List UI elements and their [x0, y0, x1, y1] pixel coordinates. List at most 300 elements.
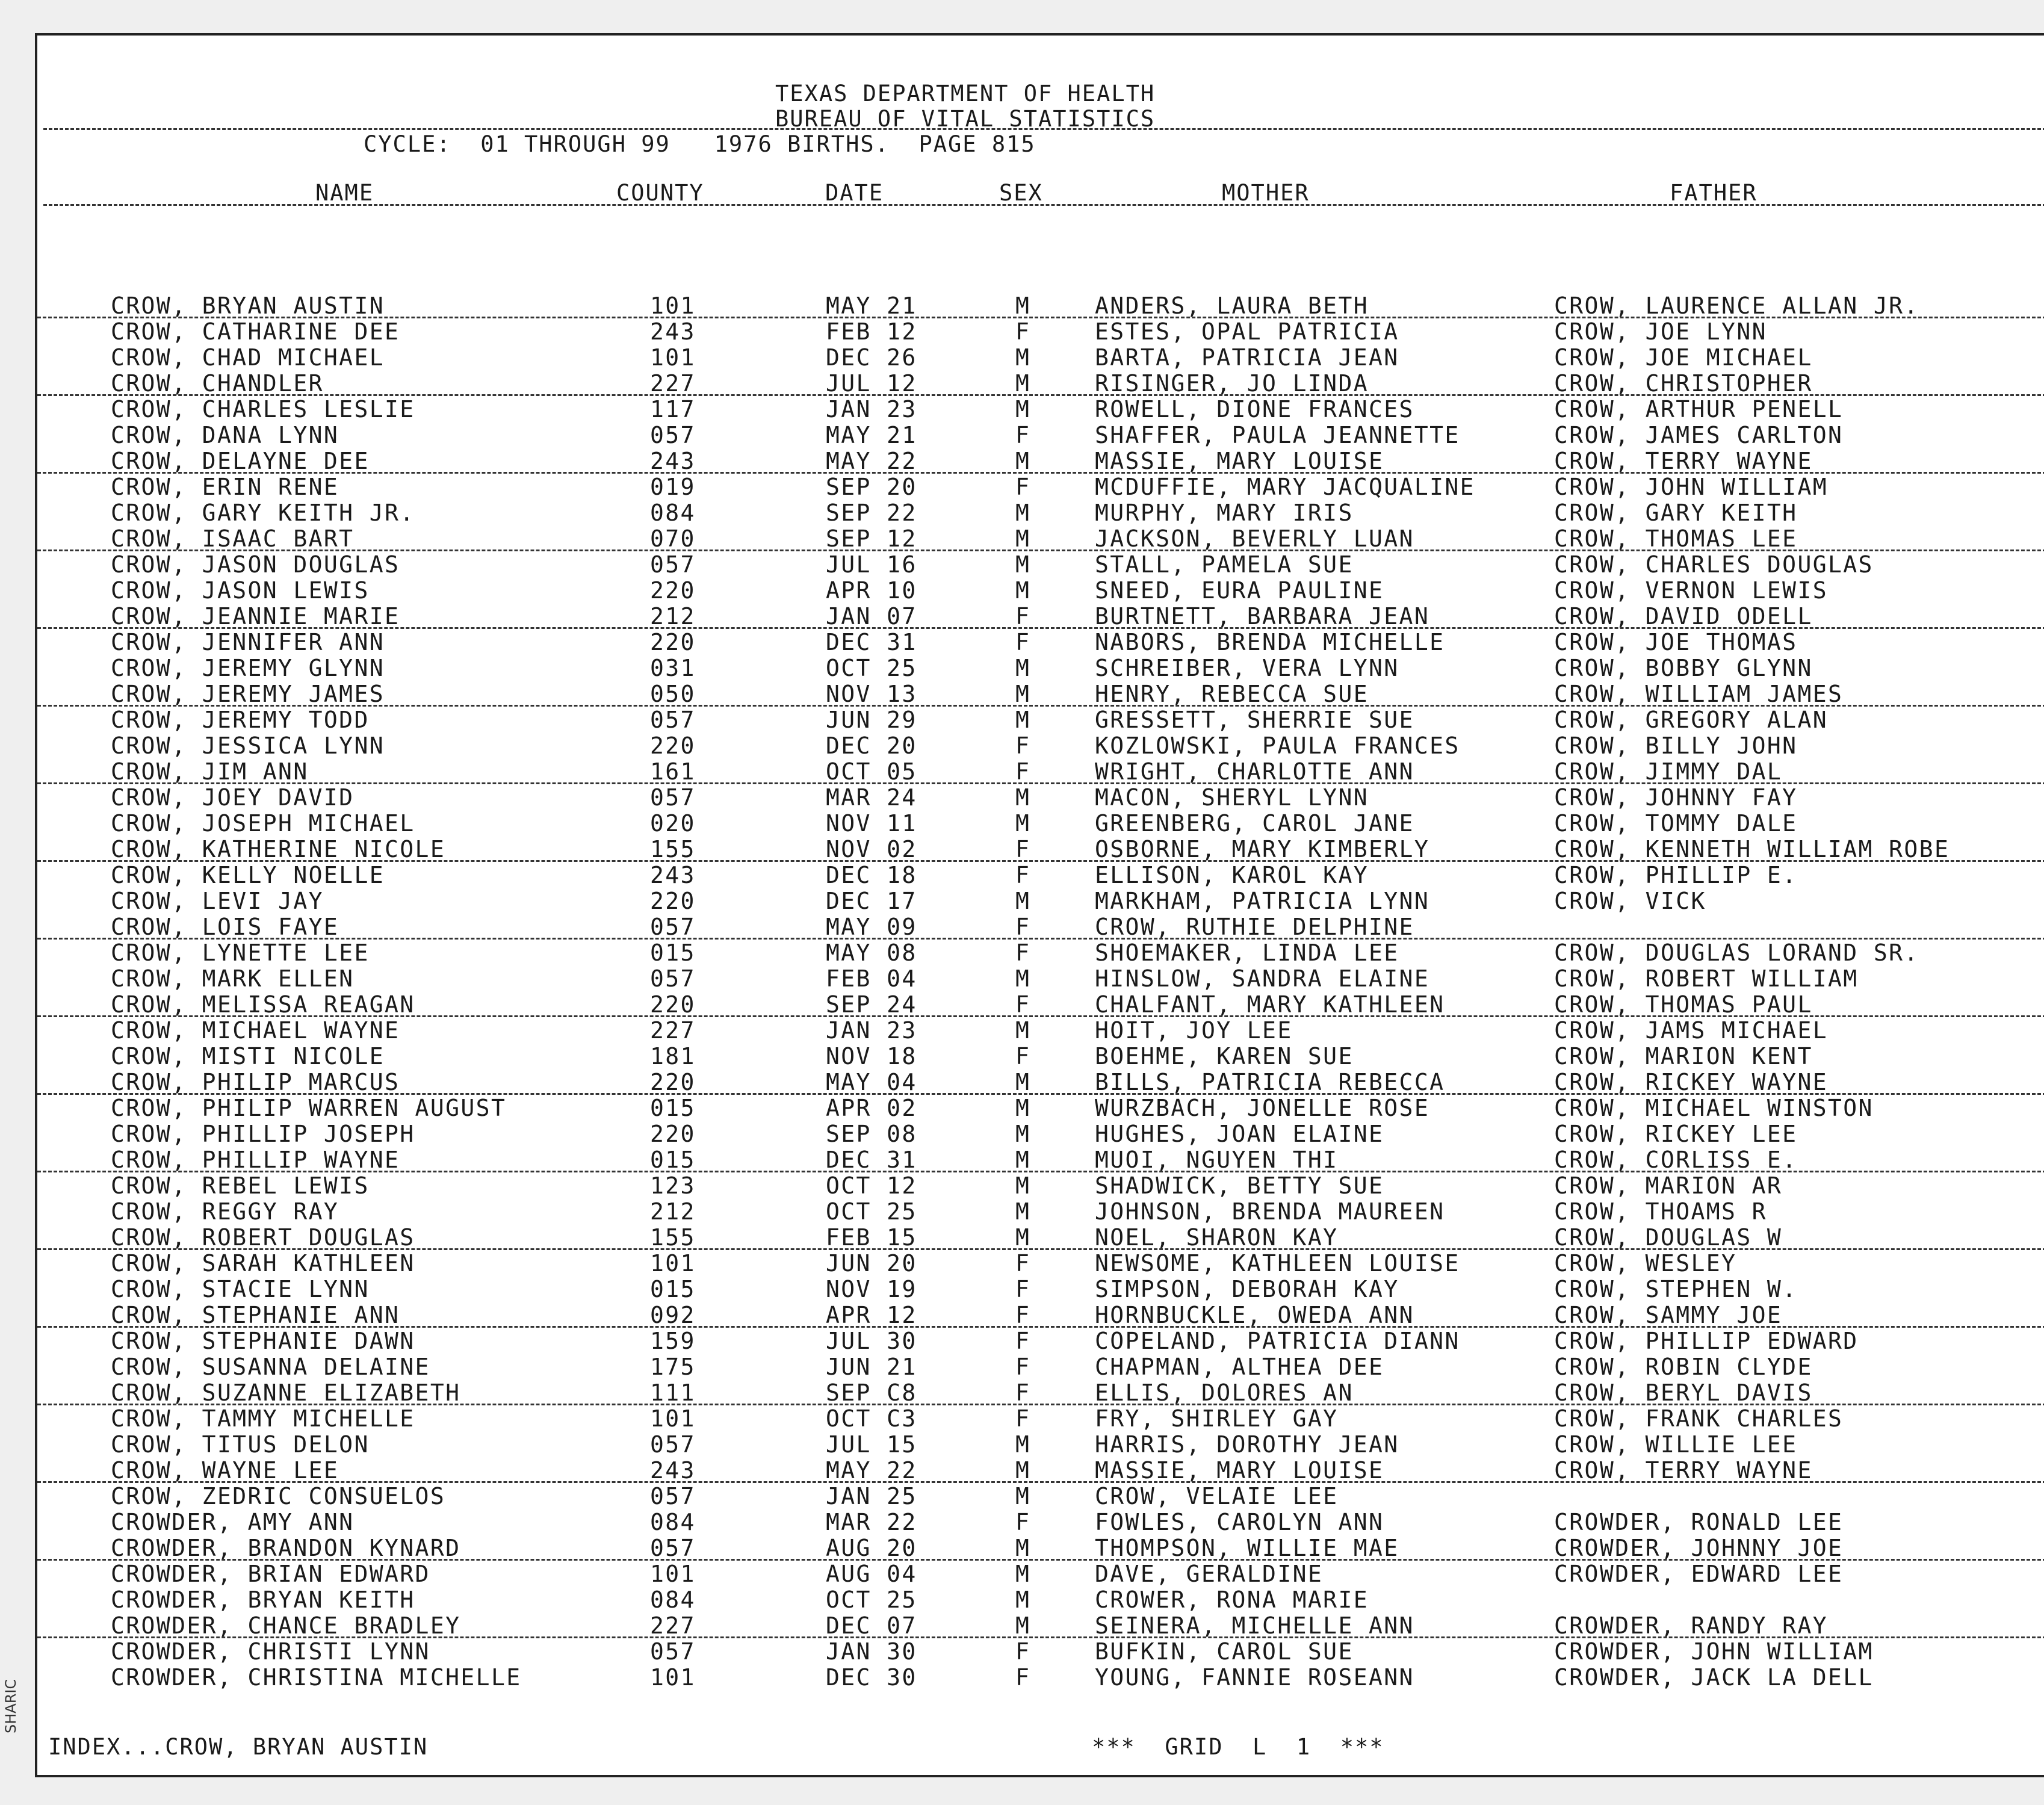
cell-date: OCT 12	[826, 1172, 917, 1199]
cell-county: 181	[650, 1043, 696, 1070]
cell-name: CROW, TAMMY MICHELLE	[111, 1405, 415, 1432]
cell-mother: MARKHAM, PATRICIA LYNN	[1095, 888, 1430, 914]
cell-county: 084	[650, 500, 696, 526]
table-row	[37, 1585, 2044, 1611]
cell-name: CROW, STEPHANIE DAWN	[111, 1328, 415, 1354]
cell-date: MAY 04	[826, 1069, 917, 1095]
cell-mother: HARRIS, DOROTHY JEAN	[1095, 1431, 1399, 1458]
table-row	[37, 1301, 2044, 1327]
cell-date: JAN 23	[826, 1017, 917, 1044]
cell-mother: GREENBERG, CAROL JANE	[1095, 810, 1414, 837]
table-row	[37, 1430, 2044, 1456]
table-row	[37, 421, 2044, 447]
table-row	[37, 291, 2044, 317]
table-row	[37, 1611, 2044, 1637]
cell-date: MAY 21	[826, 422, 917, 448]
cell-county: 101	[650, 1561, 696, 1587]
cell-county: 220	[650, 732, 696, 759]
cell-county: 220	[650, 1069, 696, 1095]
cell-father: CROW, DOUGLAS LORAND SR.	[1554, 940, 1919, 966]
cell-county: 220	[650, 1121, 696, 1147]
cell-name: CROW, CHANDLER	[111, 370, 324, 397]
cell-father: CROW, WESLEY	[1554, 1250, 1737, 1277]
table-row	[37, 1249, 2044, 1275]
cell-father: CROW, JIMMY DAL	[1554, 758, 1783, 785]
cell-name: CROW, MELISSA REAGAN	[111, 991, 415, 1018]
cell-mother: HORNBUCKLE, OWEDA ANN	[1095, 1302, 1414, 1328]
cell-mother: THOMPSON, WILLIE MAE	[1095, 1535, 1399, 1561]
cell-date: JAN 25	[826, 1483, 917, 1509]
cell-sex: F	[1015, 1354, 1031, 1380]
cell-sex: M	[1015, 1147, 1031, 1173]
cell-name: CROW, MICHAEL WAYNE	[111, 1017, 400, 1044]
cell-mother: GRESSETT, SHERRIE SUE	[1095, 707, 1414, 733]
cell-county: 117	[650, 396, 696, 423]
cell-county: 220	[650, 991, 696, 1018]
cell-sex: M	[1015, 1587, 1031, 1613]
table-row	[37, 602, 2044, 628]
cell-father: CROW, SAMMY JOE	[1554, 1302, 1783, 1328]
cell-sex: M	[1015, 293, 1031, 319]
cell-date: MAR 24	[826, 784, 917, 811]
cell-name: CROW, STEPHANIE ANN	[111, 1302, 400, 1328]
table-row	[37, 1068, 2044, 1094]
cell-county: 123	[650, 1172, 696, 1199]
cell-date: MAY 21	[826, 293, 917, 319]
column-header-name: NAME	[315, 180, 374, 206]
cell-name: CROW, DELAYNE DEE	[111, 448, 370, 474]
bureau-title: BUREAU OF VITAL STATISTICS	[775, 106, 1156, 132]
cell-date: JUN 20	[826, 1250, 917, 1277]
cell-father: CROW, CORLISS E.	[1554, 1147, 1798, 1173]
cell-date: DEC 26	[826, 344, 917, 371]
cell-name: CROW, KATHERINE NICOLE	[111, 836, 446, 862]
cell-county: 101	[650, 1664, 696, 1691]
cell-sex: F	[1015, 991, 1031, 1018]
cell-mother: BURTNETT, BARBARA JEAN	[1095, 603, 1430, 630]
cell-mother: WRIGHT, CHARLOTTE ANN	[1095, 758, 1414, 785]
cell-mother: DAVE, GERALDINE	[1095, 1561, 1324, 1587]
cell-sex: M	[1015, 888, 1031, 914]
cell-county: 227	[650, 370, 696, 397]
cell-county: 220	[650, 629, 696, 655]
cell-sex: M	[1015, 344, 1031, 371]
cell-date: NOV 18	[826, 1043, 917, 1070]
table-row	[37, 654, 2044, 680]
table-row	[37, 912, 2044, 938]
cell-father: CROW, DAVID ODELL	[1554, 603, 1813, 630]
table-row	[37, 472, 2044, 498]
cell-mother: FOWLES, CAROLYN ANN	[1095, 1509, 1384, 1535]
cell-date: NOV 19	[826, 1276, 917, 1302]
cell-name: CROW, SUSANNA DELAINE	[111, 1354, 430, 1380]
cell-county: 243	[650, 862, 696, 888]
table-row	[37, 1327, 2044, 1352]
cell-name: CROWDER, CHANCE BRADLEY	[111, 1612, 461, 1639]
cell-date: DEC 20	[826, 732, 917, 759]
cell-county: 227	[650, 1612, 696, 1639]
cell-name: CROW, JEREMY GLYNN	[111, 655, 385, 681]
table-row	[37, 964, 2044, 990]
cell-father: CROW, BILLY JOHN	[1554, 732, 1798, 759]
cell-mother: SHOEMAKER, LINDA LEE	[1095, 940, 1399, 966]
cell-sex: M	[1015, 1017, 1031, 1044]
cell-sex: M	[1015, 1095, 1031, 1121]
cell-name: CROW, ERIN RENE	[111, 474, 339, 500]
cell-county: 101	[650, 1405, 696, 1432]
cell-mother: YOUNG, FANNIE ROSEANN	[1095, 1664, 1414, 1691]
cell-county: 084	[650, 1587, 696, 1613]
cell-county: 212	[650, 603, 696, 630]
cell-mother: KOZLOWSKI, PAULA FRANCES	[1095, 732, 1460, 759]
cell-father: CROW, ARTHUR PENELL	[1554, 396, 1844, 423]
cell-sex: M	[1015, 551, 1031, 578]
cell-father: CROW, FRANK CHARLES	[1554, 1405, 1844, 1432]
cell-county: 057	[650, 1535, 696, 1561]
cell-date: OCT C3	[826, 1405, 917, 1432]
cell-county: 031	[650, 655, 696, 681]
cell-county: 050	[650, 681, 696, 707]
cell-sex: F	[1015, 1509, 1031, 1535]
cell-sex: M	[1015, 784, 1031, 811]
cell-sex: M	[1015, 1457, 1031, 1484]
cell-sex: M	[1015, 1431, 1031, 1458]
table-row	[37, 680, 2044, 705]
cell-county: 070	[650, 525, 696, 552]
table-row	[37, 1482, 2044, 1508]
cell-county: 161	[650, 758, 696, 785]
cell-sex: M	[1015, 577, 1031, 604]
cell-mother: STALL, PAMELA SUE	[1095, 551, 1354, 578]
cell-date: APR 12	[826, 1302, 917, 1328]
cell-county: 057	[650, 1431, 696, 1458]
table-row	[37, 1145, 2044, 1171]
table-row	[37, 861, 2044, 887]
cell-county: 084	[650, 1509, 696, 1535]
cell-sex: M	[1015, 707, 1031, 733]
cell-mother: MCDUFFIE, MARY JACQUALINE	[1095, 474, 1475, 500]
cell-name: CROW, WAYNE LEE	[111, 1457, 339, 1484]
cell-name: CROWDER, BRYAN KEITH	[111, 1587, 415, 1613]
cell-name: CROW, ZEDRIC CONSUELOS	[111, 1483, 446, 1509]
cell-mother: BOEHME, KAREN SUE	[1095, 1043, 1354, 1070]
table-row	[37, 1456, 2044, 1482]
cell-date: FEB 15	[826, 1224, 917, 1251]
cell-father: CROW, GREGORY ALAN	[1554, 707, 1829, 733]
cell-sex: M	[1015, 448, 1031, 474]
cell-father: CROW, JAMS MICHAEL	[1554, 1017, 1829, 1044]
cell-name: CROW, JOSEPH MICHAEL	[111, 810, 415, 837]
cell-sex: F	[1015, 940, 1031, 966]
cell-mother: MACON, SHERYL LYNN	[1095, 784, 1369, 811]
cell-name: CROWDER, CHRISTINA MICHELLE	[111, 1664, 522, 1691]
cell-mother: ELLISON, KAROL KAY	[1095, 862, 1369, 888]
cell-name: CROWDER, CHRISTI LYNN	[111, 1638, 430, 1665]
table-row	[37, 1663, 2044, 1689]
table-row	[37, 835, 2044, 861]
cell-sex: M	[1015, 1069, 1031, 1095]
header-rule	[43, 128, 2044, 130]
cell-county: 057	[650, 422, 696, 448]
cell-name: CROW, JENNIFER ANN	[111, 629, 385, 655]
department-title: TEXAS DEPARTMENT OF HEALTH	[775, 81, 1156, 107]
cell-father: CROW, THOMAS LEE	[1554, 525, 1798, 552]
cell-name: CROW, JIM ANN	[111, 758, 309, 785]
cell-mother: CROWER, RONA MARIE	[1095, 1587, 1369, 1613]
cell-date: JAN 23	[826, 396, 917, 423]
table-row	[37, 576, 2044, 602]
cell-father: CROWDER, RONALD LEE	[1554, 1509, 1844, 1535]
cell-mother: MURPHY, MARY IRIS	[1095, 500, 1354, 526]
cell-date: DEC 18	[826, 862, 917, 888]
cell-mother: NEWSOME, KATHLEEN LOUISE	[1095, 1250, 1460, 1277]
cell-father: CROW, JOE THOMAS	[1554, 629, 1798, 655]
cell-mother: HOIT, JOY LEE	[1095, 1017, 1293, 1044]
table-row	[37, 550, 2044, 576]
cell-date: MAR 22	[826, 1509, 917, 1535]
cycle-line: CYCLE: 01 THROUGH 99 1976 BIRTHS. PAGE 815	[364, 131, 1036, 157]
cell-sex: F	[1015, 1328, 1031, 1354]
cell-date: APR 10	[826, 577, 917, 604]
table-row	[37, 1508, 2044, 1534]
cell-sex: M	[1015, 1612, 1031, 1639]
cell-sex: M	[1015, 655, 1031, 681]
cell-name: CROW, JEREMY JAMES	[111, 681, 385, 707]
cell-county: 111	[650, 1379, 696, 1406]
cell-father: CROW, GARY KEITH	[1554, 500, 1798, 526]
cell-father: CROW, JAMES CARLTON	[1554, 422, 1844, 448]
table-row	[37, 628, 2044, 654]
cell-father: CROW, MICHAEL WINSTON	[1554, 1095, 1874, 1121]
cell-mother: HENRY, REBECCA SUE	[1095, 681, 1369, 707]
cell-mother: NABORS, BRENDA MICHELLE	[1095, 629, 1445, 655]
cell-sex: F	[1015, 629, 1031, 655]
printout-sheet	[35, 33, 2044, 1777]
cell-father: CROW, RICKEY LEE	[1554, 1121, 1798, 1147]
table-row	[37, 1534, 2044, 1559]
cell-mother: MASSIE, MARY LOUISE	[1095, 1457, 1384, 1484]
cell-county: 220	[650, 888, 696, 914]
cell-sex: M	[1015, 681, 1031, 707]
cell-sex: F	[1015, 732, 1031, 759]
cell-sex: M	[1015, 1224, 1031, 1251]
cell-sex: F	[1015, 1638, 1031, 1665]
cell-sex: M	[1015, 1198, 1031, 1225]
cell-sex: M	[1015, 500, 1031, 526]
cell-father: CROWDER, JOHNNY JOE	[1554, 1535, 1844, 1561]
cell-sex: F	[1015, 914, 1031, 940]
column-header-county: COUNTY	[616, 180, 704, 206]
cell-sex: M	[1015, 1535, 1031, 1561]
cell-name: CROW, SUZANNE ELIZABETH	[111, 1379, 461, 1406]
cell-father: CROW, TERRY WAYNE	[1554, 1457, 1813, 1484]
cell-mother: BILLS, PATRICIA REBECCA	[1095, 1069, 1445, 1095]
cell-name: CROW, ISAAC BART	[111, 525, 355, 552]
cell-county: 057	[650, 1638, 696, 1665]
cell-sex: F	[1015, 474, 1031, 500]
cell-county: 015	[650, 940, 696, 966]
table-row	[37, 705, 2044, 731]
cell-date: SEP 08	[826, 1121, 917, 1147]
table-row	[37, 809, 2044, 835]
index-footer: INDEX...CROW, BRYAN AUSTIN	[48, 1734, 429, 1760]
cell-sex: F	[1015, 862, 1031, 888]
cell-name: CROW, LOIS FAYE	[111, 914, 339, 940]
cell-sex: F	[1015, 1250, 1031, 1277]
cell-date: NOV 11	[826, 810, 917, 837]
cell-mother: SCHREIBER, VERA LYNN	[1095, 655, 1399, 681]
cell-date: JAN 30	[826, 1638, 917, 1665]
cell-date: FEB 04	[826, 965, 917, 992]
cell-father: CROWDER, EDWARD LEE	[1554, 1561, 1844, 1587]
cell-date: APR 02	[826, 1095, 917, 1121]
cell-name: CROW, REBEL LEWIS	[111, 1172, 370, 1199]
cell-sex: F	[1015, 836, 1031, 862]
table-row	[37, 731, 2044, 757]
cell-mother: CROW, RUTHIE DELPHINE	[1095, 914, 1414, 940]
cell-father: CROW, TOMMY DALE	[1554, 810, 1798, 837]
grid-indicator: *** GRID L 1 ***	[1092, 1734, 1384, 1760]
cell-name: CROW, PHILLIP JOSEPH	[111, 1121, 415, 1147]
cell-mother: SNEED, EURA PAULINE	[1095, 577, 1384, 604]
cell-father: CROW, CHRISTOPHER	[1554, 370, 1813, 397]
cell-name: CROW, PHILIP MARCUS	[111, 1069, 400, 1095]
cell-sex: F	[1015, 1302, 1031, 1328]
cell-date: SEP 20	[826, 474, 917, 500]
cell-mother: MASSIE, MARY LOUISE	[1095, 448, 1384, 474]
cell-father: CROW, MARION KENT	[1554, 1043, 1813, 1070]
cell-county: 057	[650, 1483, 696, 1509]
cell-sex: M	[1015, 965, 1031, 992]
cell-date: MAY 08	[826, 940, 917, 966]
cell-county: 159	[650, 1328, 696, 1354]
cell-date: OCT 05	[826, 758, 917, 785]
cell-father: CROW, WILLIAM JAMES	[1554, 681, 1844, 707]
cell-name: CROW, MISTI NICOLE	[111, 1043, 385, 1070]
cell-mother: SIMPSON, DEBORAH KAY	[1095, 1276, 1399, 1302]
cell-name: CROW, PHILIP WARREN AUGUST	[111, 1095, 507, 1121]
cell-date: DEC 31	[826, 629, 917, 655]
cell-mother: SHADWICK, BETTY SUE	[1095, 1172, 1384, 1199]
cell-date: NOV 13	[826, 681, 917, 707]
cell-name: CROW, BRYAN AUSTIN	[111, 293, 385, 319]
cell-date: NOV 02	[826, 836, 917, 862]
cell-father: CROW, ROBIN CLYDE	[1554, 1354, 1813, 1380]
cell-county: 101	[650, 344, 696, 371]
cell-county: 101	[650, 1250, 696, 1277]
cell-date: JUL 16	[826, 551, 917, 578]
cell-county: 092	[650, 1302, 696, 1328]
table-row	[37, 1352, 2044, 1378]
cell-date: JUL 12	[826, 370, 917, 397]
cell-father: CROW, ROBERT WILLIAM	[1554, 965, 1859, 992]
cell-name: CROW, JEANNIE MARIE	[111, 603, 400, 630]
cell-mother: NOEL, SHARON KAY	[1095, 1224, 1339, 1251]
cell-name: CROWDER, BRANDON KYNARD	[111, 1535, 461, 1561]
cell-father: CROW, JOE MICHAEL	[1554, 344, 1813, 371]
cell-mother: ANDERS, LAURA BETH	[1095, 293, 1369, 319]
cell-date: SEP C8	[826, 1379, 917, 1406]
cell-name: CROW, JASON DOUGLAS	[111, 551, 400, 578]
cell-sex: M	[1015, 1172, 1031, 1199]
table-row	[37, 524, 2044, 550]
cell-name: CROW, JEREMY TODD	[111, 707, 370, 733]
cell-county: 101	[650, 293, 696, 319]
table-row	[37, 447, 2044, 472]
cell-county: 227	[650, 1017, 696, 1044]
cell-sex: F	[1015, 422, 1031, 448]
cell-name: CROW, CATHARINE DEE	[111, 318, 400, 345]
cell-father: CROW, VERNON LEWIS	[1554, 577, 1829, 604]
table-row	[37, 1042, 2044, 1068]
cell-county: 015	[650, 1147, 696, 1173]
cell-sex: F	[1015, 603, 1031, 630]
table-row	[37, 1378, 2044, 1404]
cell-sex: F	[1015, 1379, 1031, 1406]
cell-date: JUN 21	[826, 1354, 917, 1380]
cell-mother: CHALFANT, MARY KATHLEEN	[1095, 991, 1445, 1018]
table-row	[37, 783, 2044, 809]
cell-county: 155	[650, 1224, 696, 1251]
cell-county: 243	[650, 318, 696, 345]
cell-sex: M	[1015, 810, 1031, 837]
table-row	[37, 1637, 2044, 1663]
table-row	[37, 1223, 2044, 1249]
column-header-date: DATE	[825, 180, 884, 206]
cell-mother: RISINGER, JO LINDA	[1095, 370, 1369, 397]
cell-sex: F	[1015, 1043, 1031, 1070]
cell-county: 220	[650, 577, 696, 604]
cell-mother: CHAPMAN, ALTHEA DEE	[1095, 1354, 1384, 1380]
cell-father: CROW, DOUGLAS W	[1554, 1224, 1783, 1251]
cell-date: DEC 17	[826, 888, 917, 914]
cell-name: CROW, SARAH KATHLEEN	[111, 1250, 415, 1277]
cell-name: CROW, LEVI JAY	[111, 888, 324, 914]
cell-mother: JOHNSON, BRENDA MAUREEN	[1095, 1198, 1445, 1225]
column-header-rule	[43, 204, 2044, 206]
cell-father: CROW, BERYL DAVIS	[1554, 1379, 1813, 1406]
cell-mother: SEINERA, MICHELLE ANN	[1095, 1612, 1414, 1639]
cell-date: JUL 30	[826, 1328, 917, 1354]
cell-father: CROW, BOBBY GLYNN	[1554, 655, 1813, 681]
cell-county: 175	[650, 1354, 696, 1380]
table-row	[37, 1094, 2044, 1119]
cell-father: CROW, THOMAS PAUL	[1554, 991, 1813, 1018]
cell-mother: OSBORNE, MARY KIMBERLY	[1095, 836, 1430, 862]
cell-father: CROW, STEPHEN W.	[1554, 1276, 1798, 1302]
column-header-mother: MOTHER	[1222, 180, 1310, 206]
table-row	[37, 1171, 2044, 1197]
cell-sex: F	[1015, 1405, 1031, 1432]
cell-date: FEB 12	[826, 318, 917, 345]
cell-county: 155	[650, 836, 696, 862]
table-row	[37, 395, 2044, 421]
cell-name: CROW, STACIE LYNN	[111, 1276, 370, 1302]
cell-father: CROW, PHILLIP EDWARD	[1554, 1328, 1859, 1354]
cell-sex: M	[1015, 1483, 1031, 1509]
cell-county: 057	[650, 965, 696, 992]
cell-sex: M	[1015, 396, 1031, 423]
cell-mother: MUOI, NGUYEN THI	[1095, 1147, 1339, 1173]
cell-mother: FRY, SHIRLEY GAY	[1095, 1405, 1339, 1432]
cell-father: CROWDER, RANDY RAY	[1554, 1612, 1829, 1639]
cell-father: CROW, KENNETH WILLIAM ROBE	[1554, 836, 1950, 862]
cell-county: 212	[650, 1198, 696, 1225]
cell-father: CROW, WILLIE LEE	[1554, 1431, 1798, 1458]
cell-mother: HINSLOW, SANDRA ELAINE	[1095, 965, 1430, 992]
table-row	[37, 317, 2044, 343]
cell-mother: BUFKIN, CAROL SUE	[1095, 1638, 1354, 1665]
